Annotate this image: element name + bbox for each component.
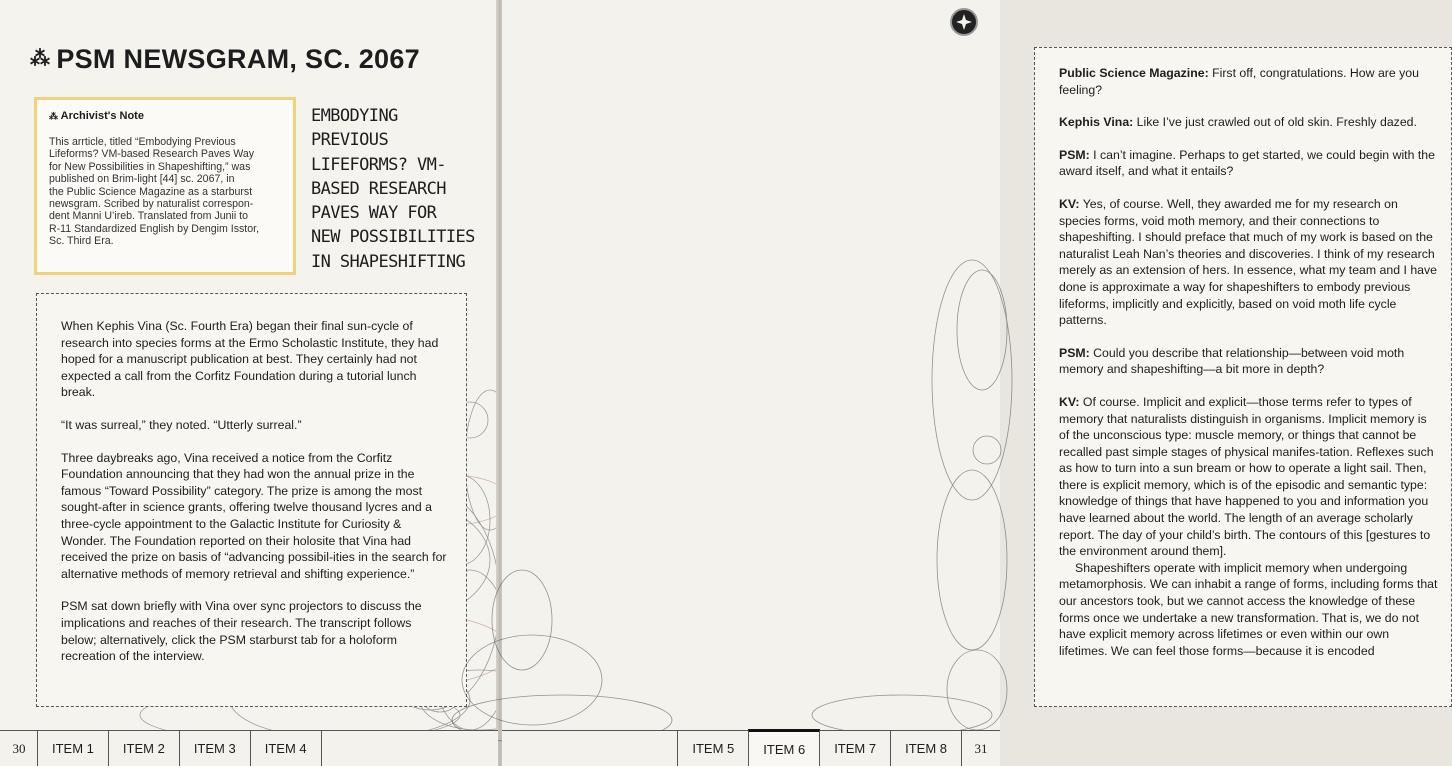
speaker-label: Kephis Vina:	[1059, 115, 1134, 130]
article-paragraph: When Kephis Vina (Sc. Fourth Era) began their final sun-cycle of research into species forms at the Ermo Scholastic Institute, they had hoped for a manuscript publication at best. They certainly had not expected a call from the Corfitz Foundation during a tutorial lunch break.	[61, 319, 439, 400]
right-tab-bar	[502, 730, 1000, 766]
tab-item-8[interactable]: ITEM 8	[890, 731, 962, 766]
right-page	[502, 0, 1438, 766]
archivist-note-heading: ⁂ Archivist's Note	[49, 110, 144, 122]
left-tab-bar	[0, 730, 498, 766]
tab-item-6[interactable]: ITEM 6	[748, 729, 820, 766]
left-page	[0, 0, 498, 766]
article-paragraph: Three daybreaks ago, Vina received a notice from the Corfitz Foundation announcing that they had won the annual prize in the famous “Toward Possibility” category. The prize is among the most sought-after in science grants, offering twelve thousand lycres and a three-cycle appointment to the Galactic Institute for Curiosity & Wonder. The Foundation reported on their holosite that Vina had received the prize on basis of “advancing possibil-ities in the search for alternative methods of memory retrieval and shifting experience.”	[61, 450, 447, 581]
interview-turn: KV: Of course. Implicit and explicit—those terms refer to types of memory that naturalists distinguish in organisms. Implicit memory is of the unconscious type: muscle memory, or things that cannot be recalled past simple stages of physical manifes-tation. Reflexes such as how to turn into a sun bream or how to operate a light sail. Then, there is explicit memory, which is of the episodic and semantic type: knowledge of things that have happened to you and information you have learned about the world. The length of an average scholarly report. The day of your child’s birth. The contours of this [gestures to the environment around them].	[1059, 394, 1434, 559]
interview-turn: PSM: Could you describe that relationship—between void moth memory and shapeshifting—a bit more in depth?	[1059, 345, 1405, 377]
tab-item-1[interactable]: ITEM 1	[37, 731, 109, 766]
archivist-note-body: This arrticle, titled “Embodying Previous Lifeforms? VM-based Research Paves Way for New Possibilities in Shapeshifting,” was published on Brim-light [44] sc. 2067, in the Public Science Magazine as a starburst newsgram. Scribed by naturalist correspon- dent Manni U’ireb. Translated from Junii to R-11 Standardized English by Dengim Isstor, Sc. Third Era.	[49, 136, 260, 248]
interview-turn: KV: Yes, of course. Well, they awarded me for my research on species forms, void moth memory, and their connections to shapeshifting. I should preface that much of my work is based on the naturalist Leah Nan’s theories and discoveries. I think of my research merely as an extension of hers. In essence, what my team and I have done is approximate a way for shapeshifters to embody previous lifeforms, implicitly and explicitly, based on void moth life cycle patterns.	[1059, 196, 1437, 328]
speaker-label: KV:	[1059, 196, 1080, 211]
interview-continuation: Shapeshifters operate with implicit memory when undergoing metamorphosis. We can inhabit a range of forms, including forms that our ancestors took, but we cannot access the knowledge of these forms once we undertake a new transformation. That is, we do not have explicit memory across lifetimes or even within our own lifetimes. We can feel those forms—because it is encoded	[1059, 560, 1438, 658]
title-text: PSM NEWSGRAM, SC. 2067	[56, 44, 420, 74]
page-title	[30, 44, 420, 75]
asterism-icon: ⁂	[30, 48, 51, 70]
interview-transcript	[1034, 47, 1452, 707]
interview-turn: Kephis Vina: Like I’ve just crawled out of old skin. Freshly dazed.	[1059, 115, 1417, 130]
archivist-note	[34, 97, 296, 275]
article-paragraph: PSM sat down briefly with Vina over sync projectors to discuss the implications and reaches of their research. The transcript follows below; alternatively, click the PSM starburst tab for a holoform recreation of the interview.	[61, 599, 422, 664]
article-paragraph: “It was surreal,” they noted. “Utterly surreal.”	[61, 417, 302, 432]
article-headline: EMBODYING PREVIOUS LIFEFORMS? VM- BASED RESEARCH PAVES WAY FOR NEW POSSIBILITIES IN SHAPESHIFTING	[311, 106, 475, 272]
asterism-icon: ⁂	[49, 111, 58, 121]
starburst-icon	[956, 14, 972, 30]
tab-item-3[interactable]: ITEM 3	[179, 731, 251, 766]
speaker-label: Public Science Magazine:	[1059, 66, 1209, 80]
interview-turn: PSM: I can’t imagine. Perhaps to get started, we could begin with the award itself, and what it entails?	[1059, 147, 1435, 179]
article-body	[36, 293, 467, 707]
tab-item-2[interactable]: ITEM 2	[108, 731, 180, 766]
speaker-label: KV:	[1059, 394, 1080, 409]
tab-item-7[interactable]: ITEM 7	[819, 731, 891, 766]
speaker-label: PSM:	[1059, 345, 1090, 360]
speaker-label: PSM:	[1059, 147, 1090, 162]
decorative-orbit-lines	[502, 0, 1000, 766]
interview-turn: Public Science Magazine: First off, congratulations. How are you feeling?	[1059, 66, 1419, 97]
starburst-tab-button[interactable]	[950, 8, 978, 36]
tab-item-5[interactable]: ITEM 5	[677, 731, 749, 766]
page-number: 31	[974, 740, 988, 756]
tab-item-4[interactable]: ITEM 4	[250, 731, 322, 766]
page-number: 30	[12, 740, 26, 756]
